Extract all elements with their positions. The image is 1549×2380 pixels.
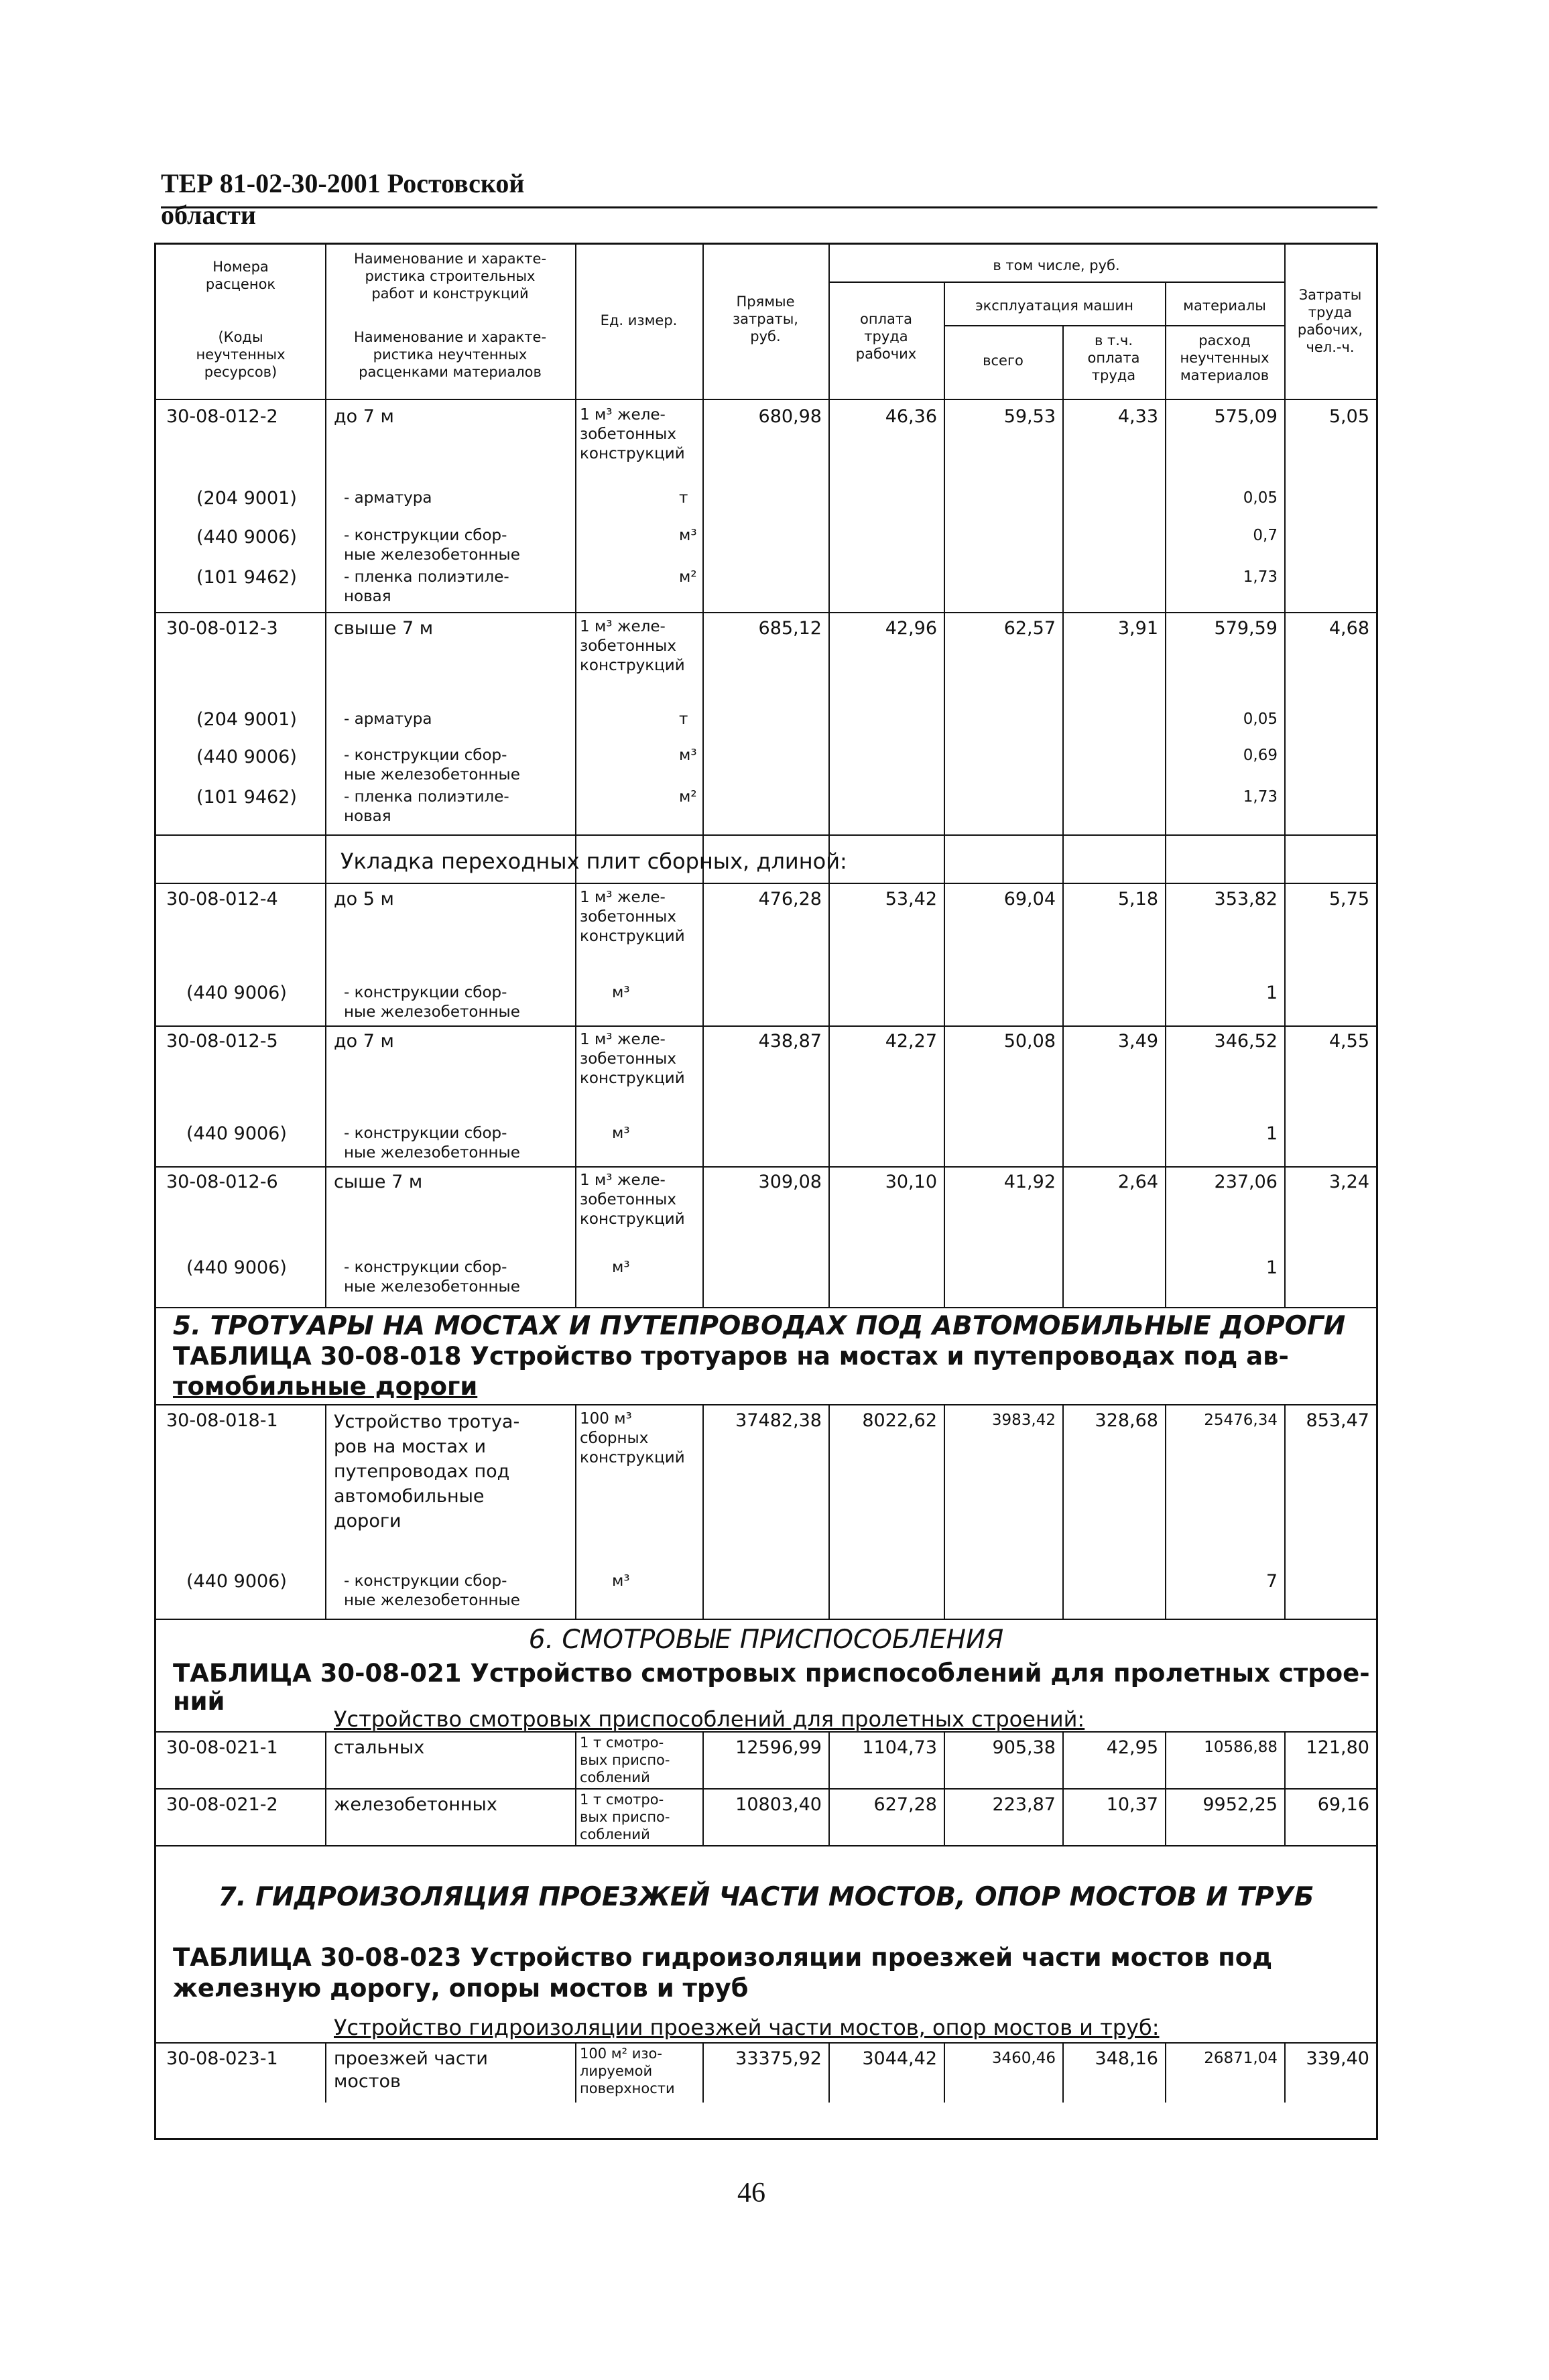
hdr-name: Наименование и характе- ристика строительных работ и конструкций [353, 251, 547, 302]
subhead-inspection: Устройство смотровых приспособлений для пролетных строений: [334, 1706, 1085, 1732]
res-code: (440 9006) [196, 747, 297, 767]
res-name: - конструкции сбор- ные железобетонные [344, 1259, 520, 1296]
row-line-8 [156, 1619, 1376, 1620]
row-labor: 627,28 [873, 1794, 937, 1815]
col-line-3b [702, 1404, 704, 1619]
row-mach: 3460,46 [991, 2050, 1056, 2067]
row-labor: 42,27 [885, 1031, 937, 1052]
res-name: - конструкции сбор- ные железобетонные [344, 747, 520, 784]
row-code: 30-08-021-1 [166, 1737, 278, 1758]
row-unit: 100 м² изо- лируемой поверхности [580, 2046, 675, 2096]
hdr-materials: материалы [1183, 298, 1266, 314]
col-line-6 [1062, 325, 1064, 1307]
row-direct: 476,28 [758, 889, 822, 910]
table-30-08-023-title: ТАБЛИЦА 30-08-023 Устройство гидроизоляции проезжей части мостов под [173, 1943, 1273, 1972]
res-code: (440 9006) [186, 1571, 287, 1592]
row-mach: 62,57 [1003, 618, 1056, 639]
res-name: - арматура [344, 489, 432, 507]
table-30-08-023-title-cont: железную дорогу, опоры мостов и труб [173, 1974, 749, 2003]
header-rule [161, 206, 1377, 208]
col-line-1 [325, 245, 326, 1307]
col-line-4 [828, 245, 830, 1307]
col-line-1b [325, 1404, 326, 1619]
row-labor: 8022,62 [862, 1410, 937, 1431]
row-mat: 575,09 [1214, 406, 1278, 427]
row-line-3 [156, 883, 1376, 884]
res-name: - конструкции сбор- ные железобетонные [344, 527, 520, 564]
row-name: до 7 м [334, 1031, 394, 1052]
hdr-sub-line-1 [828, 281, 1284, 283]
row-line-12 [156, 2042, 1376, 2044]
row-direct: 438,87 [758, 1031, 822, 1052]
col-line-2 [575, 245, 576, 1307]
header-bottom [156, 399, 1376, 400]
row-code: 30-08-012-6 [166, 1172, 278, 1192]
hdr-sub-line-2 [944, 325, 1284, 326]
row-name: железобетонных [334, 1794, 497, 1815]
row-name: сыше 7 м [334, 1172, 423, 1192]
row-mach-labor: 328,68 [1095, 1410, 1158, 1431]
col-line-6b [1062, 1404, 1064, 1619]
res-code: (440 9006) [186, 1257, 287, 1278]
running-head: ТЕР 81-02-30-2001 Ростовской области [161, 168, 525, 230]
row-unit: 1 т смотро- вых приспо- соблений [580, 1792, 670, 1842]
row-labor: 53,42 [885, 889, 937, 910]
row-code: 30-08-023-1 [166, 2048, 278, 2069]
res-unit: т [679, 489, 688, 507]
row-mach: 223,87 [992, 1794, 1056, 1815]
row-mach: 59,53 [1003, 406, 1056, 427]
row-direct: 685,12 [758, 618, 822, 639]
res-mat: 1 [1265, 983, 1278, 1003]
row-mat: 26871,04 [1204, 2050, 1278, 2067]
res-code: (440 9006) [186, 1123, 287, 1144]
res-code: (204 9001) [196, 709, 297, 730]
row-unit: 100 м³ сборных конструкций [580, 1410, 685, 1466]
row-unit: 1 м³ желе- зобетонных конструкций [580, 406, 685, 462]
row-code: 30-08-018-1 [166, 1410, 278, 1431]
row-hours: 4,55 [1328, 1031, 1369, 1052]
res-mat: 1,73 [1243, 568, 1278, 586]
res-unit: м³ [612, 1259, 630, 1276]
row-mach-labor: 3,91 [1117, 618, 1158, 639]
row-mat: 579,59 [1214, 618, 1278, 639]
row-hours: 339,40 [1306, 2048, 1369, 2069]
row-hours: 3,24 [1328, 1172, 1369, 1192]
hdr-incl: в том числе, руб. [993, 257, 1120, 273]
row-mat: 346,52 [1214, 1031, 1278, 1052]
row-mat: 10586,88 [1204, 1739, 1278, 1756]
res-name: - конструкции сбор- ные железобетонные [344, 1572, 520, 1609]
res-name: - пленка полиэтиле- новая [344, 788, 509, 825]
hdr-labor-pay: оплата труда рабочих [855, 311, 917, 362]
hdr-unit: Ед. измер. [600, 312, 678, 328]
row-mach-labor: 3,49 [1117, 1031, 1158, 1052]
res-name: - арматура [344, 710, 432, 728]
table-30-08-018-title-cont: томобильные дороги [173, 1372, 478, 1401]
res-unit: м³ [679, 747, 697, 764]
col-line-4b [828, 1404, 830, 1619]
row-unit: 1 м³ желе- зобетонных конструкций [580, 1031, 685, 1087]
table-30-08-018-title: ТАБЛИЦА 30-08-018 Устройство тротуаров на мостах и путепроводах под ав- [173, 1342, 1289, 1371]
res-unit: м³ [679, 527, 697, 544]
res-code: (101 9462) [196, 567, 297, 588]
section-6-title: 6. СМОТРОВЫЕ ПРИСПОСОБЛЕНИЯ [528, 1625, 1004, 1655]
row-direct: 12596,99 [735, 1737, 822, 1758]
section-7-title: 7. ГИДРОИЗОЛЯЦИЯ ПРОЕЗЖЕЙ ЧАСТИ МОСТОВ, ОПОР МОСТОВ И ТРУБ [218, 1882, 1314, 1912]
res-mat: 7 [1265, 1571, 1278, 1592]
res-unit: м³ [612, 984, 630, 1001]
row-code: 30-08-012-5 [166, 1031, 278, 1052]
row-hours: 4,68 [1328, 618, 1369, 639]
row-direct: 10803,40 [735, 1794, 822, 1815]
res-unit: т [679, 710, 688, 728]
row-name: до 5 м [334, 889, 394, 910]
col-line-3 [702, 245, 704, 1307]
res-name: - пленка полиэтиле- новая [344, 568, 509, 605]
row-direct: 33375,92 [735, 2048, 822, 2069]
row-mach-labor: 348,16 [1095, 2048, 1158, 2069]
row-mach-labor: 42,95 [1106, 1737, 1158, 1758]
row-mat: 25476,34 [1204, 1412, 1278, 1429]
col-line-2b [575, 1404, 576, 1619]
row-line-11 [156, 1845, 1376, 1846]
col-line-8b [1284, 1404, 1286, 1619]
col-line-1d [325, 2042, 326, 2103]
hdr-materials-sub: расход неучтенных материалов [1180, 332, 1269, 383]
row-code: 30-08-012-2 [166, 406, 278, 427]
row-mach: 41,92 [1003, 1172, 1056, 1192]
row-mach-labor: 10,37 [1106, 1794, 1158, 1815]
row-line-2 [156, 834, 1376, 836]
res-mat: 1 [1265, 1123, 1278, 1144]
table-30-08-021-title-cont: ний [173, 1687, 225, 1716]
row-line-7 [156, 1404, 1376, 1405]
hdr-code: Номера расценок [205, 259, 276, 292]
res-mat: 0,69 [1243, 747, 1278, 764]
col-line-8 [1284, 245, 1286, 1307]
row-line-5 [156, 1166, 1376, 1168]
row-unit: 1 м³ желе- зобетонных конструкций [580, 1172, 685, 1228]
row-labor: 42,96 [885, 618, 937, 639]
row-line-10 [156, 1788, 1376, 1790]
hdr-direct: Прямые затраты, руб. [733, 294, 798, 345]
col-line-2d [575, 2042, 576, 2103]
row-labor: 46,36 [885, 406, 937, 427]
row-direct: 309,08 [758, 1172, 822, 1192]
hdr-name-sub: Наименование и характе- ристика неучтенных расценками материалов [353, 329, 547, 380]
row-code: 30-08-021-2 [166, 1794, 278, 1815]
row-line-6 [156, 1307, 1376, 1308]
res-code: (204 9001) [196, 488, 297, 509]
row-mach: 69,04 [1003, 889, 1056, 910]
res-mat: 1,73 [1243, 788, 1278, 806]
res-name: - конструкции сбор- ные железобетонные [344, 1125, 520, 1162]
col-line-5 [944, 281, 945, 1307]
row-line-4 [156, 1025, 1376, 1027]
res-code: (440 9006) [196, 527, 297, 548]
subhead-waterproofing: Устройство гидроизоляции проезжей части мостов, опор мостов и труб: [334, 2015, 1160, 2040]
row-unit: 1 м³ желе- зобетонных конструкций [580, 889, 685, 945]
row-mach-labor: 4,33 [1117, 406, 1158, 427]
res-name: - конструкции сбор- ные железобетонные [344, 984, 520, 1021]
row-mach: 50,08 [1003, 1031, 1056, 1052]
rates-sheet [154, 243, 1378, 2140]
row-unit: 1 м³ желе- зобетонных конструкций [580, 618, 685, 674]
hdr-mach-total: всего [983, 353, 1024, 369]
row-name: стальных [334, 1737, 425, 1758]
res-unit: м² [679, 788, 697, 806]
row-labor: 3044,42 [862, 2048, 937, 2069]
row-mach: 3983,42 [991, 1412, 1056, 1429]
row-mat: 353,82 [1214, 889, 1278, 910]
row-direct: 680,98 [758, 406, 822, 427]
row-name: свыше 7 м [334, 618, 434, 639]
res-mat: 0,05 [1243, 710, 1278, 728]
row-mach-labor: 2,64 [1117, 1172, 1158, 1192]
hdr-mach-labor: в т.ч. оплата труда [1087, 332, 1140, 383]
res-code: (101 9462) [196, 787, 297, 808]
row-labor: 30,10 [885, 1172, 937, 1192]
row-hours: 69,16 [1317, 1794, 1369, 1815]
row-code: 30-08-012-3 [166, 618, 278, 639]
row-code: 30-08-012-4 [166, 889, 278, 910]
res-code: (440 9006) [186, 983, 287, 1003]
row-hours: 5,75 [1328, 889, 1369, 910]
row-hours: 853,47 [1306, 1410, 1369, 1431]
row-hours: 121,80 [1306, 1737, 1369, 1758]
row-mat: 9952,25 [1202, 1794, 1278, 1815]
row-mach-labor: 5,18 [1117, 889, 1158, 910]
hdr-machines: эксплуатация машин [975, 298, 1133, 314]
row-mat: 237,06 [1214, 1172, 1278, 1192]
row-name: до 7 м [334, 406, 394, 427]
res-mat: 0,05 [1243, 489, 1278, 507]
row-hours: 5,05 [1328, 406, 1369, 427]
subhead-plates: Укладка переходных плит сборных, длиной: [340, 849, 847, 874]
row-line-1 [156, 612, 1376, 613]
res-mat: 0,7 [1253, 527, 1278, 544]
table-30-08-021-title: ТАБЛИЦА 30-08-021 Устройство смотровых приспособлений для пролетных строе- [173, 1659, 1370, 1688]
page-number: 46 [737, 2178, 765, 2208]
row-mach: 905,38 [992, 1737, 1056, 1758]
res-mat: 1 [1265, 1257, 1278, 1278]
res-unit: м² [679, 568, 697, 586]
row-labor: 1104,73 [862, 1737, 937, 1758]
row-unit: 1 т смотро- вых приспо- соблений [580, 1735, 670, 1786]
section-5-title: 5. ТРОТУАРЫ НА МОСТАХ И ПУТЕПРОВОДАХ ПОД АВТОМОБИЛЬНЫЕ ДОРОГИ [173, 1311, 1346, 1341]
row-name: Устройство тротуа- ров на мостах и путепроводах под автомобильные дороги [334, 1412, 520, 1531]
col-line-5b [944, 1404, 945, 1619]
hdr-code-sub: (Коды неучтенных ресурсов) [196, 329, 286, 380]
res-unit: м³ [612, 1125, 630, 1142]
row-name: проезжей части мостов [334, 2048, 488, 2092]
hdr-hours: Затраты труда рабочих, чел.-ч. [1297, 287, 1363, 355]
res-unit: м³ [612, 1572, 630, 1590]
row-direct: 37482,38 [735, 1410, 822, 1431]
